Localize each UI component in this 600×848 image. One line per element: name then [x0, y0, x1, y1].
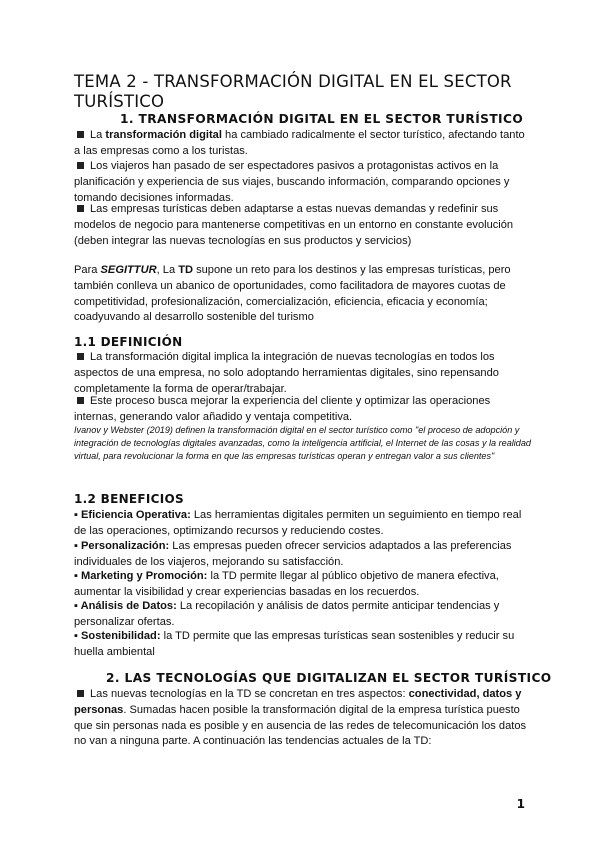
benefit-item: ▪ Personalización: Las empresas pueden ofrecer servicios adaptados a las preferencias individuales de los viajeros, mejorando su satisfacción. — [74, 540, 512, 568]
td-abbrev: TD — [178, 264, 193, 276]
section-1-1-heading: 1.1 DEFINICIÓN — [74, 335, 183, 349]
square-bullet-icon — [77, 162, 84, 169]
benefit-item: ▪ Análisis de Datos: La recopilación y análisis de datos permite anticipar tendencias y personalizar ofertas. — [74, 600, 500, 628]
definition-bullet-2: Este proceso busca mejorar la experiencia del cliente y optimizar las operaciones internas, generando valor añadido y ventaja competitiva. — [74, 395, 491, 423]
benefit-item: ▪ Sostenibilidad: la TD permite que las empresas turísticas sean sostenibles y reducir su huella ambiental — [74, 630, 515, 658]
benefit-term: ▪ Eficiencia Operativa: — [74, 509, 191, 521]
section-2-heading: 2. LAS TECNOLOGÍAS QUE DIGITALIZAN EL SECTOR TURÍSTICO — [106, 671, 552, 685]
benefit-term: ▪ Análisis de Datos: — [74, 600, 177, 612]
square-bullet-icon — [77, 205, 84, 212]
definition-quote: Ivanov y Webster (2019) definen la transformación digital en el sector turístico como "el proceso de adopción y integración de tecnologías digitales avanzadas, como la inteligencia artificial, el Internet de las cosas y la realidad virtual, para revolucionar la forma en que las empresas turísticas operan y entregan valor a sus clientes" — [74, 425, 531, 462]
square-bullet-icon — [77, 353, 84, 360]
bold-term: transformación digital — [105, 129, 222, 141]
benefit-term: ▪ Personalización: — [74, 540, 170, 552]
benefit-item: ▪ Marketing y Promoción: la TD permite llegar al público objetivo de manera efectiva, aumentar la visibilidad y crear experiencias basadas en los recuerdos. — [74, 570, 499, 598]
square-bullet-icon — [77, 690, 84, 697]
benefit-term: ▪ Marketing y Promoción: — [74, 570, 208, 582]
section-2-paragraph: Las nuevas tecnologías en la TD se concretan en tres aspectos: conectividad, datos y personas. Sumadas hacen posible la transformación digital de la empresa turística puesto que sin personas nada es posible y en ausencia de las redes de telecomunicación los datos no van a ninguna parte. A continuación las tendencias actuales de la TD: — [74, 688, 527, 748]
bold-aspects: conectividad, datos y personas — [74, 688, 522, 716]
section-1-heading: 1. TRANSFORMACIÓN DIGITAL EN EL SECTOR TURÍSTICO — [120, 112, 524, 126]
section-1-bullet-2: Los viajeros han pasado de ser espectadores pasivos a protagonistas activos en la planificación y experiencia de sus viajes, buscando información, comparando opciones y tomando decisiones informadas. — [74, 160, 510, 204]
definition-bullet-1: La transformación digital implica la integración de nuevas tecnologías en todos los aspectos de una empresa, no solo adoptando herramientas digitales, sino repensando completamente la forma de operar/trabajar. — [74, 351, 499, 395]
benefit-item: ▪ Eficiencia Operativa: Las herramientas digitales permiten un seguimiento en tiempo real de las operaciones, optimizando recursos y reduciendo costes. — [74, 509, 522, 537]
page-number: 1 — [516, 797, 525, 811]
section-1-bullet-3: Las empresas turísticas deben adaptarse a estas nuevas demandas y redefinir sus modelos de negocio para mantenerse competitivas en un entorno en constante evolución (deben integrar las nuevas tecnologías en sus productos y servicios) — [74, 203, 514, 247]
section-1-bullet-1: La transformación digital ha cambiado radicalmente el sector turístico, afectando tanto a las empresas como a los turistas. — [74, 129, 525, 157]
segittur-name: SEGITTUR — [100, 264, 157, 276]
document-title: TEMA 2 - TRANSFORMACIÓN DIGITAL EN EL SECTOR TURÍSTICO — [74, 72, 512, 111]
section-1-2-heading: 1.2 BENEFICIOS — [74, 492, 184, 506]
segittur-paragraph: Para SEGITTUR, La TD supone un reto para los destinos y las empresas turísticas, pero también conlleva un abanico de oportunidades, como facilitadora de mayores cuotas de competitividad, profesionalización, comercialización, eficiencia, eficacia y economía; coadyuvando al desarrollo sostenible del turismo — [74, 264, 511, 324]
benefit-term: ▪ Sostenibilidad: — [74, 630, 161, 642]
square-bullet-icon — [77, 397, 84, 404]
square-bullet-icon — [77, 131, 84, 138]
